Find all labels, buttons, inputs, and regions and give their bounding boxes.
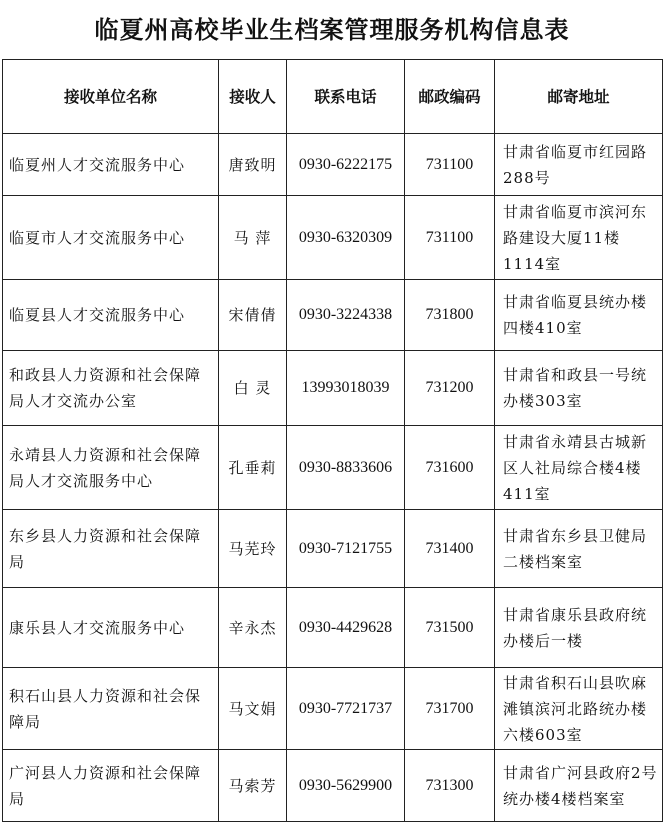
table-row bbox=[3, 280, 663, 351]
person-cell: 宋倩倩 bbox=[219, 280, 287, 351]
address-cell: 甘肃省康乐县政府统办楼后一楼 bbox=[495, 588, 663, 668]
table-row bbox=[3, 196, 663, 280]
unit-cell: 积石山县人力资源和社会保障局 bbox=[3, 668, 219, 750]
zip-cell: 731200 bbox=[405, 351, 495, 426]
address-cell: 甘肃省广河县政府2号统办楼4楼档案室 bbox=[495, 750, 663, 822]
zip-cell: 731700 bbox=[405, 668, 495, 750]
unit-cell: 广河县人力资源和社会保障局 bbox=[3, 750, 219, 822]
phone-cell: 0930-5629900 bbox=[287, 750, 405, 822]
info-table bbox=[2, 59, 663, 822]
zip-cell: 731300 bbox=[405, 750, 495, 822]
header-row bbox=[3, 60, 663, 134]
phone-cell: 0930-6222175 bbox=[287, 134, 405, 196]
phone-cell: 0930-6320309 bbox=[287, 196, 405, 280]
phone-cell: 0930-4429628 bbox=[287, 588, 405, 668]
header-zip: 邮政编码 bbox=[405, 60, 495, 134]
phone-cell: 0930-7721737 bbox=[287, 668, 405, 750]
address-cell: 甘肃省东乡县卫健局二楼档案室 bbox=[495, 510, 663, 588]
zip-cell: 731800 bbox=[405, 280, 495, 351]
unit-cell: 东乡县人力资源和社会保障局 bbox=[3, 510, 219, 588]
unit-cell: 康乐县人才交流服务中心 bbox=[3, 588, 219, 668]
person-cell: 马 萍 bbox=[219, 196, 287, 280]
header-address: 邮寄地址 bbox=[495, 60, 663, 134]
phone-cell: 0930-8833606 bbox=[287, 426, 405, 510]
zip-cell: 731100 bbox=[405, 134, 495, 196]
table-row bbox=[3, 426, 663, 510]
phone-cell: 0930-3224338 bbox=[287, 280, 405, 351]
person-cell: 辛永杰 bbox=[219, 588, 287, 668]
address-cell: 甘肃省和政县一号统办楼303室 bbox=[495, 351, 663, 426]
table-row bbox=[3, 588, 663, 668]
address-cell: 甘肃省临夏市红园路288号 bbox=[495, 134, 663, 196]
unit-cell: 永靖县人力资源和社会保障局人才交流服务中心 bbox=[3, 426, 219, 510]
header-unit: 接收单位名称 bbox=[3, 60, 219, 134]
header-person: 接收人 bbox=[219, 60, 287, 134]
unit-cell: 临夏州人才交流服务中心 bbox=[3, 134, 219, 196]
zip-cell: 731600 bbox=[405, 426, 495, 510]
address-cell: 甘肃省积石山县吹麻滩镇滨河北路统办楼六楼603室 bbox=[495, 668, 663, 750]
zip-cell: 731500 bbox=[405, 588, 495, 668]
person-cell: 孔垂莉 bbox=[219, 426, 287, 510]
table-row bbox=[3, 351, 663, 426]
person-cell: 白 灵 bbox=[219, 351, 287, 426]
header-phone: 联系电话 bbox=[287, 60, 405, 134]
person-cell: 马文娟 bbox=[219, 668, 287, 750]
phone-cell: 13993018039 bbox=[287, 351, 405, 426]
address-cell: 甘肃省临夏县统办楼四楼410室 bbox=[495, 280, 663, 351]
address-cell: 甘肃省永靖县古城新区人社局综合楼4楼411室 bbox=[495, 426, 663, 510]
table-row bbox=[3, 134, 663, 196]
address-cell: 甘肃省临夏市滨河东路建设大厦11楼1114室 bbox=[495, 196, 663, 280]
table-row bbox=[3, 510, 663, 588]
unit-cell: 临夏县人才交流服务中心 bbox=[3, 280, 219, 351]
table-body bbox=[3, 134, 663, 822]
zip-cell: 731100 bbox=[405, 196, 495, 280]
zip-cell: 731400 bbox=[405, 510, 495, 588]
person-cell: 马芜玲 bbox=[219, 510, 287, 588]
unit-cell: 和政县人力资源和社会保障局人才交流办公室 bbox=[3, 351, 219, 426]
table-row bbox=[3, 750, 663, 822]
person-cell: 唐致明 bbox=[219, 134, 287, 196]
table-row bbox=[3, 668, 663, 750]
page-title: 临夏州高校毕业生档案管理服务机构信息表 bbox=[94, 15, 570, 44]
phone-cell: 0930-7121755 bbox=[287, 510, 405, 588]
person-cell: 马索芳 bbox=[219, 750, 287, 822]
unit-cell: 临夏市人才交流服务中心 bbox=[3, 196, 219, 280]
